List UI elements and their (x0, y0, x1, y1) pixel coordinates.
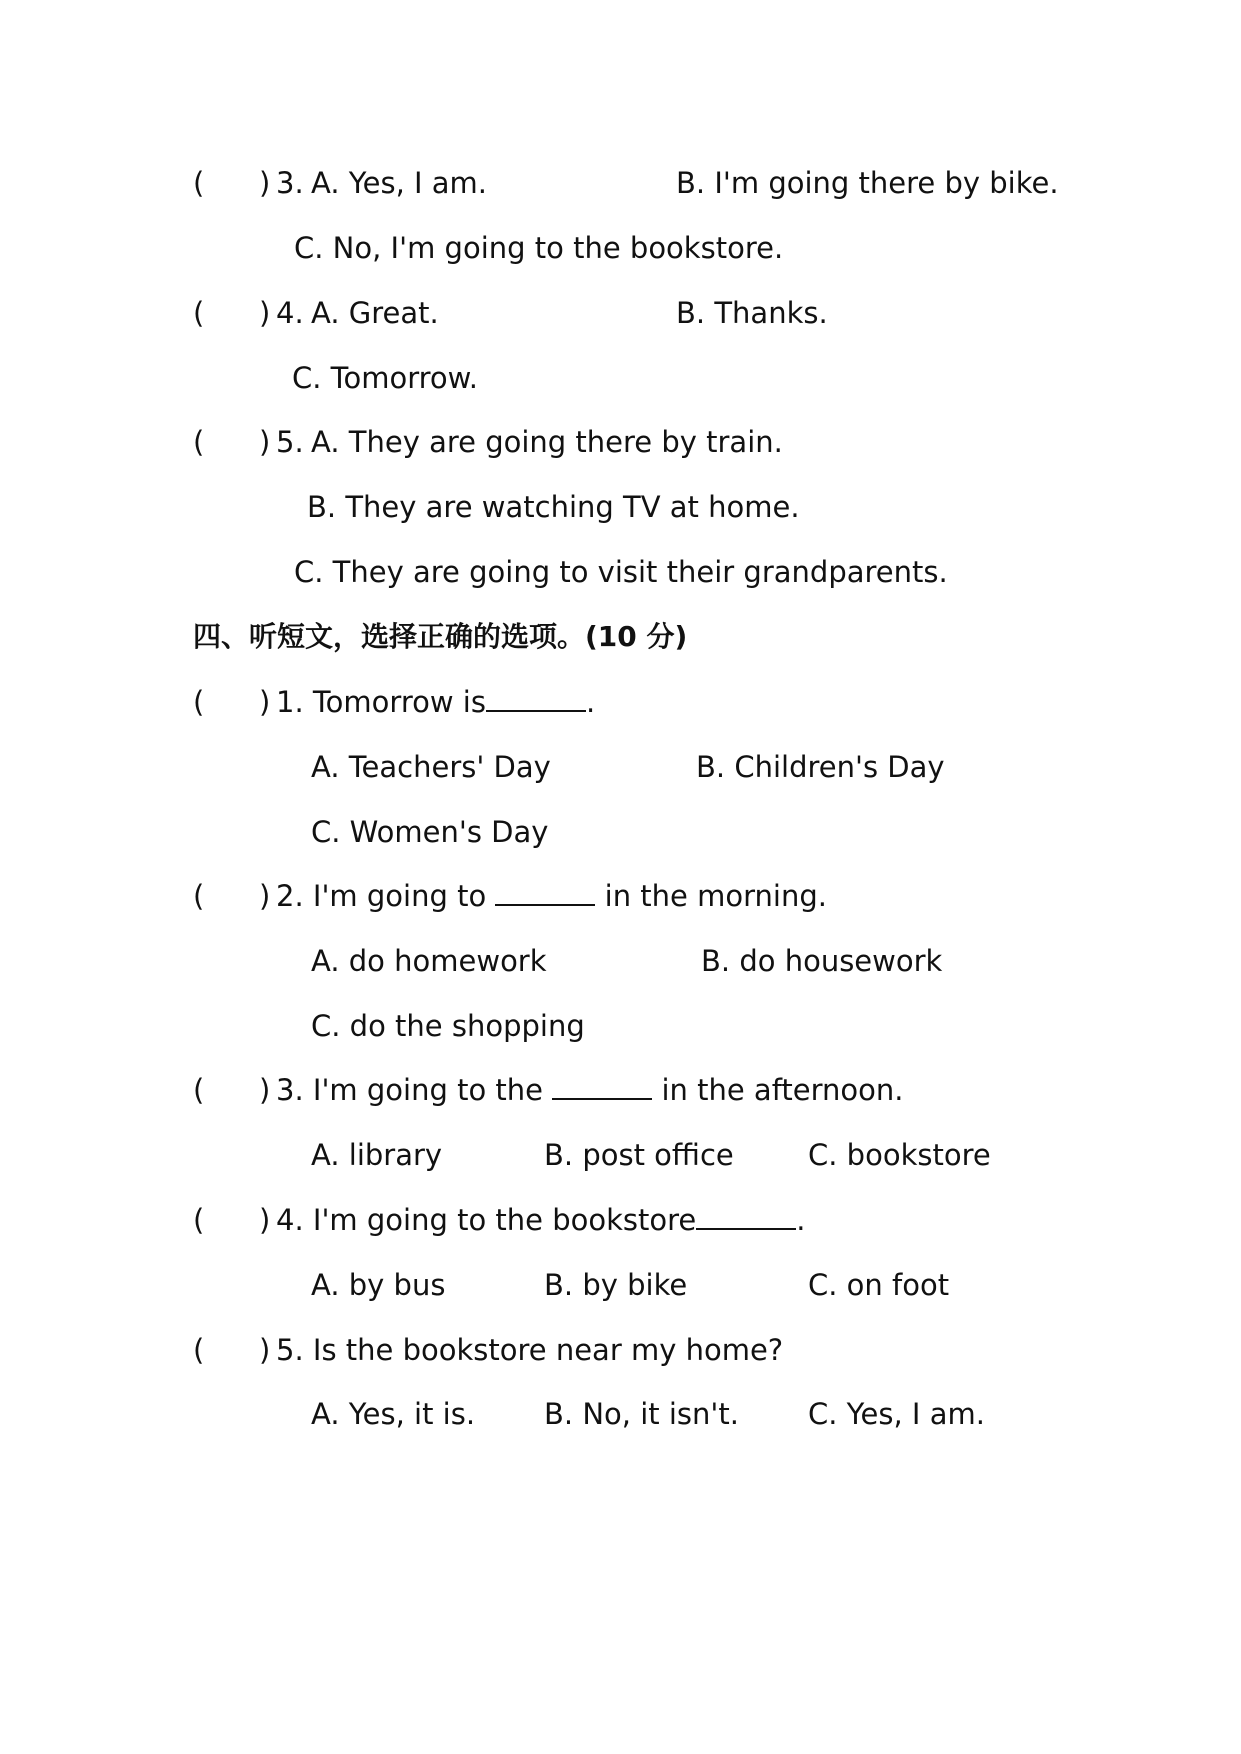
answer-paren-close: ) (259, 1203, 271, 1237)
option-b: B. do housework (701, 944, 943, 978)
stem-after: . (585, 685, 596, 719)
option-c: C. Yes, I am. (808, 1397, 985, 1431)
question-stem (276, 876, 827, 916)
option-b: B. I'm going there by bike. (676, 166, 1059, 200)
answer-paren-open: ( (193, 1333, 205, 1367)
answer-paren-open: ( (193, 425, 205, 459)
section-heading: 四、听短文，选择正确的选项。(10 分) (193, 620, 688, 653)
option-a: A. They are going there by train. (311, 425, 783, 459)
answer-paren-close: ) (259, 1333, 271, 1367)
option-a: A. do homework (311, 944, 547, 978)
option-b: B. No, it isn't. (544, 1397, 739, 1431)
answer-blank (552, 1072, 652, 1100)
answer-paren-close: ) (259, 879, 271, 913)
option-b: B. They are watching TV at home. (307, 490, 800, 524)
stem-before: 4. I'm going to the bookstore (276, 1203, 697, 1237)
answer-blank (486, 684, 586, 712)
question-number: 4. (276, 296, 304, 330)
answer-paren-open: ( (193, 296, 205, 330)
option-a: A. Yes, it is. (311, 1397, 476, 1431)
stem-before: 2. I'm going to (276, 879, 496, 913)
option-b: B. Thanks. (676, 296, 828, 330)
answer-paren-close: ) (259, 166, 271, 200)
stem-before: 1. Tomorrow is (276, 685, 486, 719)
option-b: B. Children's Day (696, 750, 945, 784)
question-stem (276, 1200, 806, 1240)
answer-paren-close: ) (259, 685, 271, 719)
option-a: A. by bus (311, 1268, 446, 1302)
answer-paren-open: ( (193, 1203, 205, 1237)
answer-paren-close: ) (259, 425, 271, 459)
answer-paren-open: ( (193, 685, 205, 719)
stem-after: in the morning. (595, 879, 827, 913)
option-c: C. Women's Day (311, 815, 549, 849)
option-a: A. library (311, 1138, 443, 1172)
question-stem (276, 1070, 904, 1110)
answer-blank (696, 1202, 796, 1230)
option-c: C. They are going to visit their grandparents. (294, 555, 948, 589)
option-a: A. Teachers' Day (311, 750, 551, 784)
option-c: C. do the shopping (311, 1009, 585, 1043)
answer-paren-open: ( (193, 166, 205, 200)
answer-paren-close: ) (259, 296, 271, 330)
question-number: 5. (276, 425, 304, 459)
answer-paren-open: ( (193, 879, 205, 913)
stem-before: 3. I'm going to the (276, 1073, 553, 1107)
answer-paren-close: ) (259, 1073, 271, 1107)
option-c: C. on foot (808, 1268, 950, 1302)
option-b: B. post office (544, 1138, 734, 1172)
option-a: A. Yes, I am. (311, 166, 488, 200)
answer-blank (495, 878, 595, 906)
option-c: C. Tomorrow. (292, 361, 478, 395)
option-a: A. Great. (311, 296, 439, 330)
stem-after: . (796, 1203, 806, 1237)
question-number: 3. (276, 166, 304, 200)
question-stem: 5. Is the bookstore near my home? (276, 1333, 784, 1367)
question-stem (276, 682, 595, 722)
option-b: B. by bike (544, 1268, 688, 1302)
option-c: C. No, I'm going to the bookstore. (294, 231, 784, 265)
stem-after: in the afternoon. (652, 1073, 904, 1107)
option-c: C. bookstore (808, 1138, 991, 1172)
answer-paren-open: ( (193, 1073, 205, 1107)
